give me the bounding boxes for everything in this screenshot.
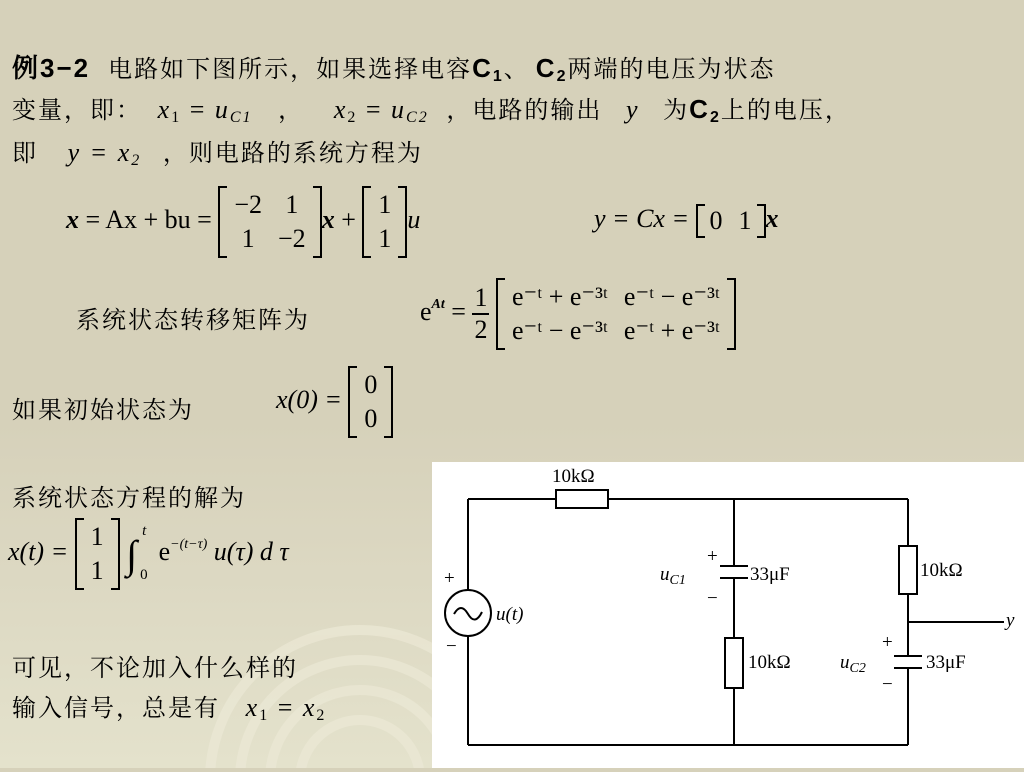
initial-label: 如果初始状态为 — [12, 396, 194, 424]
output-label: y — [1006, 610, 1015, 631]
source-plus: + — [444, 568, 455, 589]
c1-voltage-label: $u_{C1}$ — [660, 564, 686, 588]
initial-state-equation: x(0) = 0 0 — [276, 366, 393, 438]
c1-minus: − — [707, 588, 718, 609]
resistor-mid-label: 10kΩ — [748, 652, 791, 673]
source-label: u(t) — [496, 604, 524, 625]
conclusion-line-2: 输入信号，总是有 $x_1 = x_2$ — [12, 693, 327, 724]
conclusion-line-1: 可见，不论加入什么样的 — [12, 654, 298, 682]
resistor-right — [899, 546, 917, 594]
output-definition: $y = x_2$ — [67, 138, 142, 169]
initial-vector: 0 0 — [348, 366, 393, 438]
problem-line-1: 例3−2 电路如下图所示，如果选择电容$C_1$、 $C_2$两端的电压为状态 — [12, 53, 776, 85]
c1-value: 33μF — [750, 564, 790, 585]
circuit-svg — [432, 462, 1024, 768]
c2-minus: − — [882, 674, 893, 695]
resistor-right-label: 10kΩ — [920, 560, 963, 581]
source-sine-icon — [454, 608, 482, 620]
transition-label: 系统状态转移矩阵为 — [76, 306, 310, 334]
transition-matrix-equation: $e^{At}$ = $\frac{1}{2}$ e⁻ᵗ + e⁻³ᵗ e⁻ᵗ − e⁻³ᵗ e⁻ᵗ − e⁻³ᵗ e⁻ᵗ + e⁻³ᵗ — [420, 278, 736, 350]
A-matrix: −2 1 1 −2 — [218, 186, 321, 258]
resistor-top — [556, 490, 608, 508]
eAt-matrix: e⁻ᵗ + e⁻³ᵗ e⁻ᵗ − e⁻³ᵗ e⁻ᵗ − e⁻³ᵗ e⁻ᵗ + e⁻³ᵗ — [496, 278, 736, 350]
resistor-top-label: 10kΩ — [552, 466, 595, 487]
c1-plus: + — [707, 546, 718, 567]
problem-label: 例3−2 — [12, 53, 91, 83]
x2-definition: $x_2 = u_{C2}$ — [333, 95, 429, 126]
solution-vector: 1 1 — [75, 518, 120, 590]
circuit-diagram — [432, 462, 1024, 768]
c2-voltage-label: $u_{C2}$ — [840, 652, 866, 676]
source-minus: − — [446, 636, 457, 657]
problem-line-2: 变量，即： $x_1 = u_{C1}$ ， $x_2 = u_{C2}$ ，电路的输出 y 为$C_2$上的电压， — [12, 94, 851, 126]
conclusion-equation: $x_1 = x_2$ — [245, 693, 327, 724]
solution-equation: x(t) = 1 1 ∫ t 0 $e^{-(t-\tau)}$ u(τ) d τ — [8, 518, 289, 590]
state-equation: x = Ax + bu = −2 1 1 −2 x + 1 1 u — [66, 186, 420, 258]
output-equation: y = Cx = 0 1 x — [594, 204, 779, 238]
solution-label: 系统状态方程的解为 — [12, 484, 246, 512]
problem-line-3: 即 $y = x_2$ ，则电路的系统方程为 — [12, 138, 423, 169]
integral-sign: ∫ t 0 — [126, 522, 148, 583]
b-vector: 1 1 — [362, 186, 407, 258]
c2-value: 33μF — [926, 652, 966, 673]
c2-plus: + — [882, 632, 893, 653]
C-matrix: 0 1 — [696, 204, 766, 238]
x1-definition: $x_1 = u_{C1}$ — [157, 95, 253, 126]
resistor-mid — [725, 638, 743, 688]
half-fraction: $\frac{1}{2}$ — [474, 283, 488, 344]
